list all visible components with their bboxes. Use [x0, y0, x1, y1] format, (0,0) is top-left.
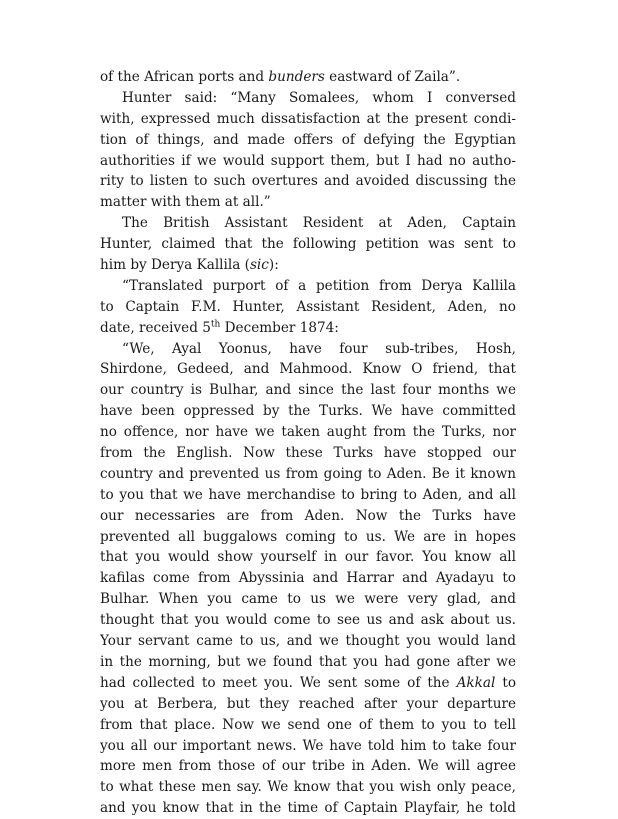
text-line: to Captain F.M. Hunter, Assistant Resident, Aden, no: [100, 298, 516, 315]
text-line: country and prevented us from going to Aden. Be it known: [100, 465, 516, 482]
text-line: Your servant came to us, and we thought you would land: [100, 633, 516, 650]
text-line: our country is Bulhar, and since the last four months we: [100, 382, 516, 399]
text-line: to what these men say. We know that you wish only peace,: [100, 779, 516, 796]
body-text: [100, 67, 516, 819]
text-line: to you that we have merchandise to bring to Aden, and all: [100, 486, 516, 503]
text-line: with, expressed much dissatisfaction at the present condi-: [100, 110, 516, 127]
text-line: and you know that in the time of Captain Playfair, he told: [100, 800, 516, 817]
text-line: in the morning, but we found that you had gone after we: [100, 653, 516, 670]
text-line: our necessaries are from Aden. Now the Turks have: [100, 507, 516, 524]
text-line: authorities if we would support them, but I had no autho-: [100, 152, 516, 169]
text-line: “Translated purport of a petition from Derya Kallila: [122, 277, 516, 294]
text-line: prevented all buggalows coming to us. We are in hopes: [100, 528, 516, 545]
text-line: that you would show yourself in our favor. You know all: [100, 549, 516, 566]
text-line: have been oppressed by the Turks. We have committed: [100, 403, 516, 420]
text-line: kafilas come from Abyssinia and Harrar and Ayadayu to: [100, 570, 516, 587]
text-line: rity to listen to such overtures and avoided discussing the: [100, 173, 516, 190]
text-line: had collected to meet you. We sent some of the Akkal to: [100, 674, 516, 691]
text-line: Bulhar. When you came to us we were very glad, and: [100, 591, 516, 608]
text-line: from that place. Now we send one of them to you to tell: [100, 716, 516, 733]
text-line: no offence, nor have we taken aught from the Turks, nor: [100, 424, 516, 441]
text-line: Hunter, claimed that the following petition was sent to: [100, 236, 516, 253]
text-line: thought that you would come to see us and ask about us.: [100, 612, 516, 629]
text-line: Shirdone, Gedeed, and Mahmood. Know O friend, that: [100, 361, 516, 378]
text-line: you at Berbera, but they reached after your departure: [100, 695, 516, 712]
text-line: matter with them at all.”: [100, 194, 271, 211]
text-line: “We, Ayal Yoonus, have four sub-tribes, Hosh,: [122, 340, 516, 357]
text-line: from the English. Now these Turks have stopped our: [100, 445, 516, 462]
text-line: of the African ports and bunders eastward of Zaila”.: [100, 69, 461, 85]
text-line: more men from those of our tribe in Aden. We will agree: [100, 758, 516, 775]
text-line: him by Derya Kallila (sic):: [100, 257, 279, 274]
text-line: date, received 5th December 1874:: [100, 319, 339, 336]
text-line: The British Assistant Resident at Aden, Captain: [122, 215, 516, 232]
text-line: you all our important news. We have told him to take four: [100, 737, 516, 754]
text-line: tion of things, and made offers of defying the Egyptian: [100, 131, 516, 148]
text-line: Hunter said: “Many Somalees, whom I conversed: [122, 89, 516, 106]
